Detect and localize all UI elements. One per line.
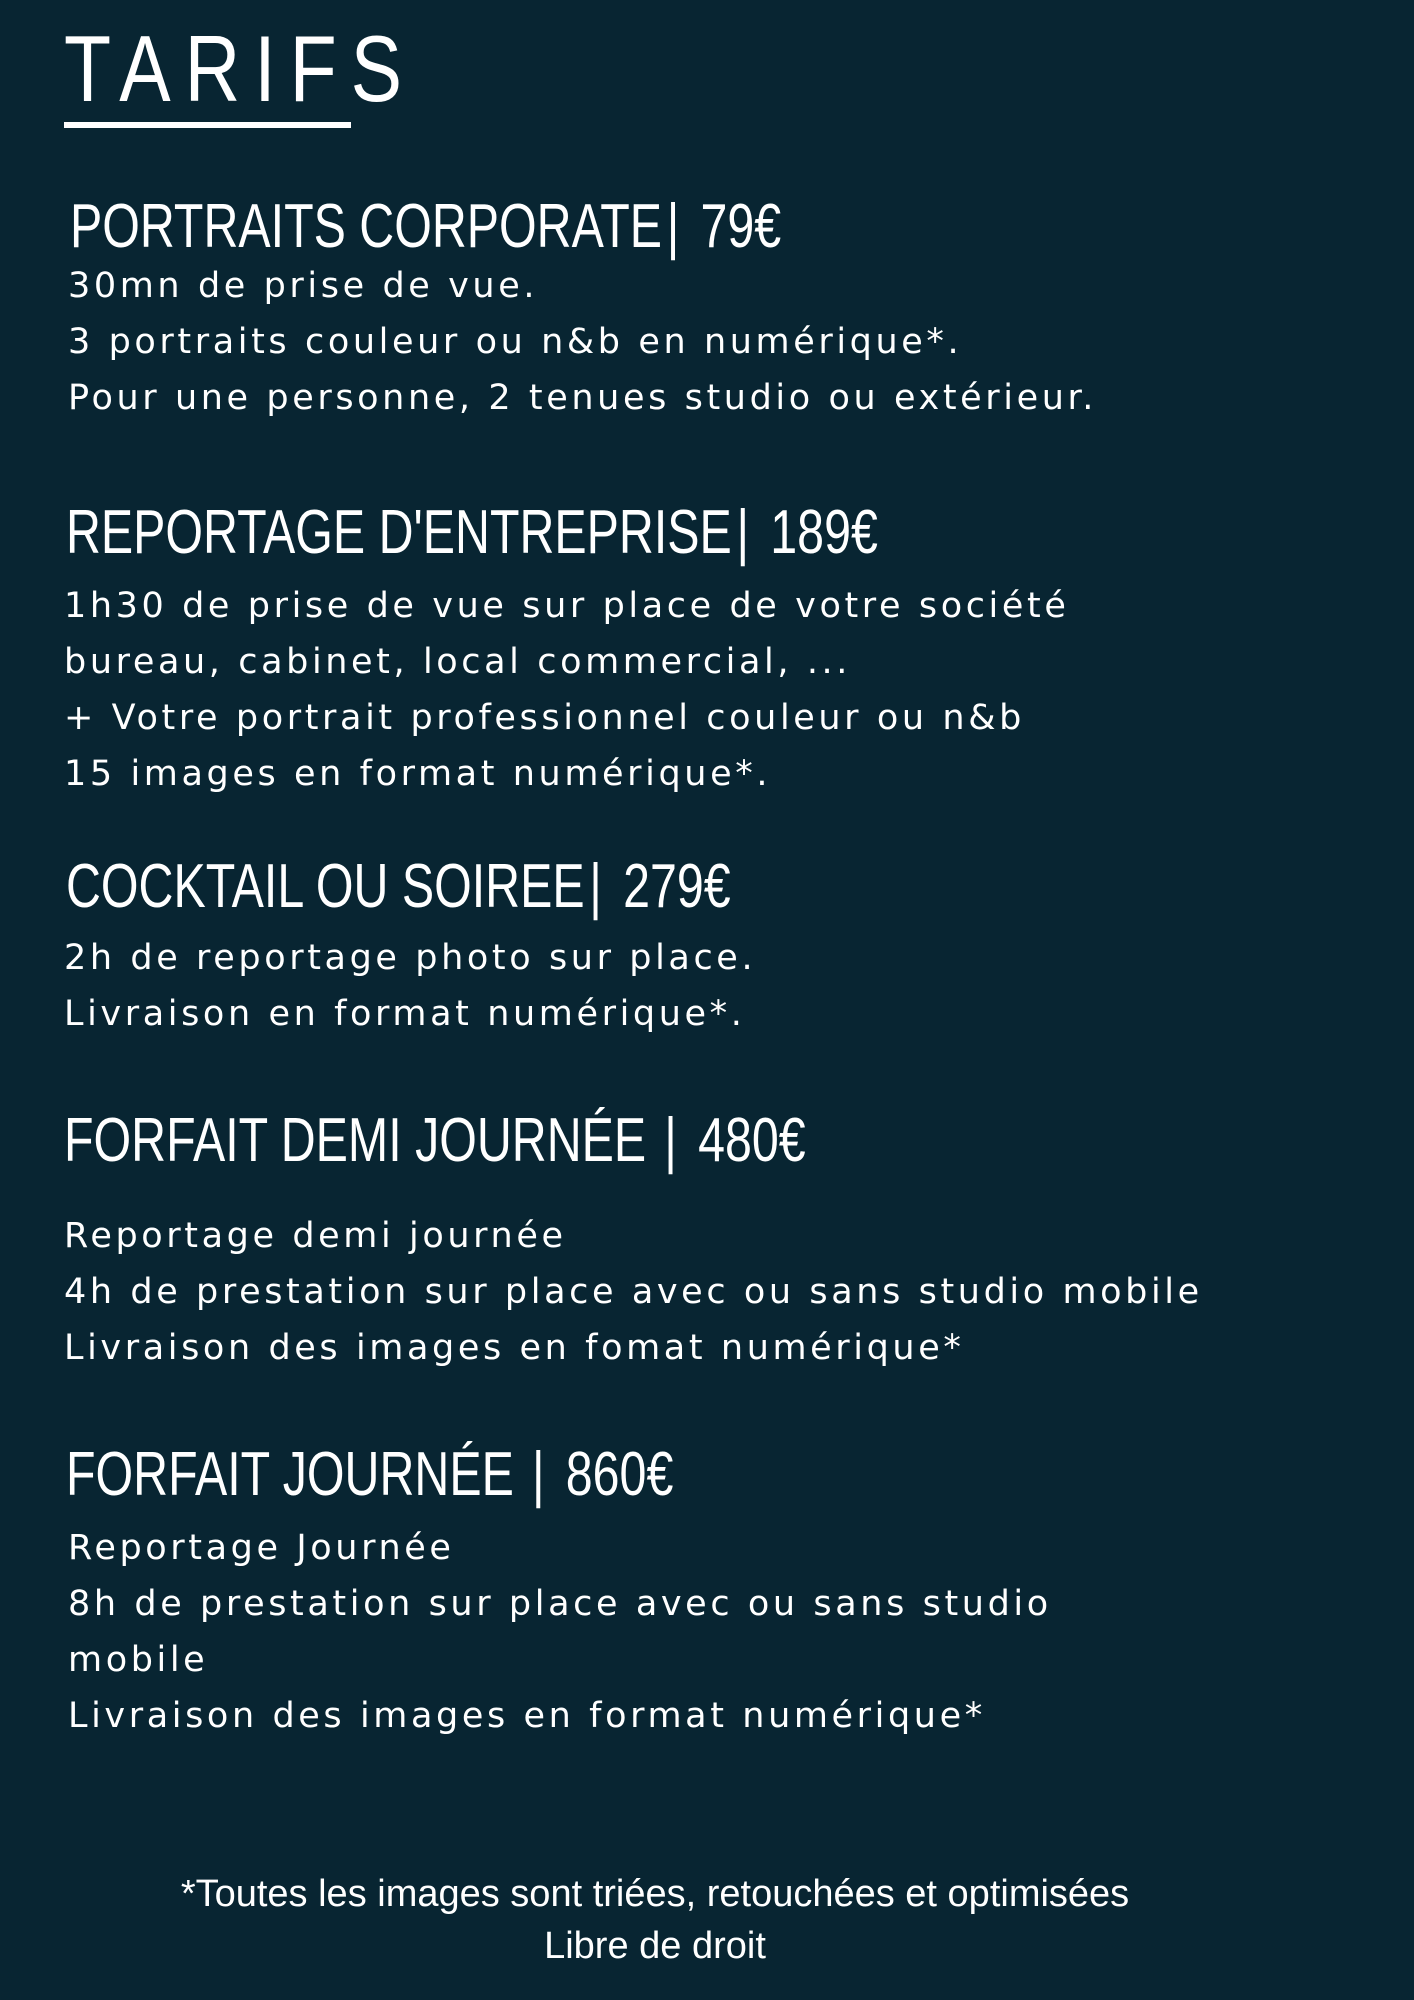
section-price: 79€: [700, 192, 782, 261]
description-line: Reportage Journée: [68, 1528, 455, 1568]
section-price: 279€: [623, 852, 731, 921]
description-line: 1h30 de prise de vue sur place de votre société: [64, 586, 1070, 626]
section-name: COCKTAIL OU SOIREE: [66, 852, 585, 921]
section-separator: |: [531, 1440, 545, 1509]
description-line: Livraison des images en format numérique*: [68, 1696, 986, 1736]
description-line: 30mn de prise de vue.: [68, 266, 539, 306]
description-line: Livraison en format numérique*.: [64, 994, 746, 1034]
footnote: [0, 1868, 1310, 1972]
description-line: bureau, cabinet, local commercial, ...: [64, 642, 851, 682]
description-line: 15 images en format numérique*.: [64, 754, 772, 794]
section-separator: |: [666, 192, 680, 261]
section-heading: [70, 192, 782, 261]
page-title: TARIFS: [64, 16, 416, 121]
section-separator: |: [736, 498, 750, 567]
section-separator: |: [664, 1106, 677, 1175]
title-underline: [64, 122, 351, 128]
section-separator: |: [589, 852, 602, 921]
section-name: FORFAIT DEMI JOURNÉE: [64, 1106, 660, 1175]
section-heading: [66, 1440, 674, 1509]
section-description: [64, 1208, 1203, 1376]
section-heading: [64, 1106, 806, 1175]
description-line: 3 portraits couleur ou n&b en numérique*.: [68, 322, 963, 362]
section-heading: [66, 498, 878, 567]
section-description: [68, 258, 1097, 426]
section-price: 480€: [698, 1106, 806, 1175]
section-name: REPORTAGE D'ENTREPRISE: [66, 498, 732, 567]
description-line: mobile: [68, 1640, 209, 1680]
description-line: Livraison des images en fomat numérique*: [64, 1328, 965, 1368]
description-line: Pour une personne, 2 tenues studio ou extérieur.: [68, 378, 1098, 418]
footnote-line: *Toutes les images sont triées, retouchées et optimisées: [180, 1873, 1130, 1915]
section-description: [64, 578, 1069, 802]
section-price: 189€: [770, 498, 878, 567]
section-price: 860€: [565, 1440, 674, 1509]
section-description: [64, 930, 756, 1042]
section-heading: [66, 852, 731, 921]
description-line: 4h de prestation sur place avec ou sans studio mobile: [64, 1272, 1203, 1312]
section-name: FORFAIT JOURNÉE: [66, 1440, 528, 1509]
description-line: 2h de reportage photo sur place.: [64, 938, 757, 978]
description-line: 8h de prestation sur place avec ou sans studio: [68, 1584, 1052, 1624]
description-line: + Votre portrait professionnel couleur ou n&b: [64, 698, 1025, 738]
description-line: Reportage demi journée: [64, 1216, 567, 1256]
section-name: PORTRAITS CORPORATE: [70, 192, 663, 261]
section-description: [68, 1520, 1052, 1744]
footnote-line: Libre de droit: [544, 1925, 766, 1967]
